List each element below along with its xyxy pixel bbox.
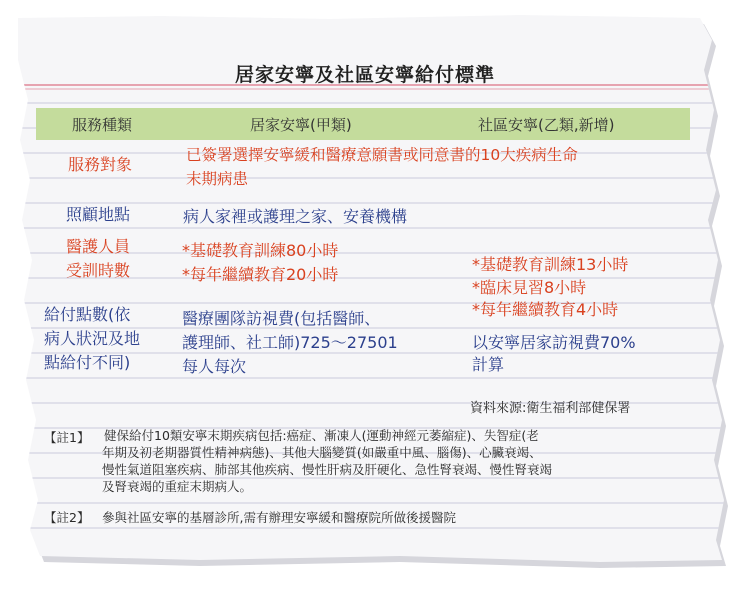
note1-line2: 年期及初老期器質性精神病態)、其他大腦變質(如嚴重中風、腦傷)、心臟衰竭、 bbox=[102, 445, 542, 460]
row-label-payment-line1: 給付點數(依 bbox=[44, 305, 131, 324]
location-value: 病人家裡或護理之家、安養機構 bbox=[183, 207, 408, 226]
note1-line3: 慢性氣道阻塞疾病、肺部其他疾病、慢性肝病及肝硬化、急性腎衰竭、慢性腎衰竭 bbox=[102, 462, 553, 477]
note2-tag: 【註2】 bbox=[44, 510, 90, 525]
header-service-type: 服務種類 bbox=[72, 116, 133, 134]
row-label-training-line2: 受訓時數 bbox=[66, 261, 131, 280]
home-payment-line1: 醫療團隊訪視費(包括醫師、 bbox=[182, 309, 381, 328]
note2-line1: 參與社區安寧的基層診所,需有辦理安寧緩和醫療院所做後援醫院 bbox=[102, 510, 456, 525]
home-training-annual: *每年繼續教育20小時 bbox=[182, 265, 339, 284]
home-payment-line2: 護理師、社工師)725〜27501 bbox=[182, 333, 398, 352]
home-training-basic: *基礎教育訓練80小時 bbox=[182, 241, 339, 260]
row-label-location: 照顧地點 bbox=[66, 205, 131, 224]
note1-line1: 健保給付10類安寧末期疾病包括:癌症、漸凍人(運動神經元萎縮症)、失智症(老 bbox=[104, 428, 539, 443]
note1-line4: 及腎衰竭的重症末期病人。 bbox=[102, 479, 253, 494]
community-payment-line2: 計算 bbox=[472, 355, 505, 374]
header-community-hospice: 社區安寧(乙類,新增) bbox=[478, 116, 615, 134]
service-target-line1: 已簽署選擇安寧緩和醫療意願書或同意書的10大疾病生命 bbox=[186, 146, 578, 164]
header-home-hospice: 居家安寧(甲類) bbox=[250, 116, 352, 134]
row-label-training-line1: 醫護人員 bbox=[66, 237, 131, 256]
service-target-line2: 末期病患 bbox=[186, 170, 249, 188]
note1-tag: 【註1】 bbox=[44, 430, 90, 445]
community-payment-line1: 以安寧居家訪視費70% bbox=[472, 333, 636, 352]
row-label-payment-line3: 點給付不同) bbox=[44, 353, 131, 372]
home-payment-line3: 每人每次 bbox=[182, 357, 247, 376]
row-label-payment-line2: 病人狀況及地 bbox=[44, 329, 141, 348]
page-title: 居家安寧及社區安寧給付標準 bbox=[234, 64, 495, 86]
community-training-basic: *基礎教育訓練13小時 bbox=[472, 255, 629, 274]
row-label-service-target: 服務對象 bbox=[68, 155, 133, 174]
community-training-annual: *每年繼續教育4小時 bbox=[472, 300, 619, 319]
community-training-clinical: *臨床見習8小時 bbox=[472, 278, 587, 297]
source-credit: 資料來源:衛生福利部健保署 bbox=[470, 401, 631, 416]
